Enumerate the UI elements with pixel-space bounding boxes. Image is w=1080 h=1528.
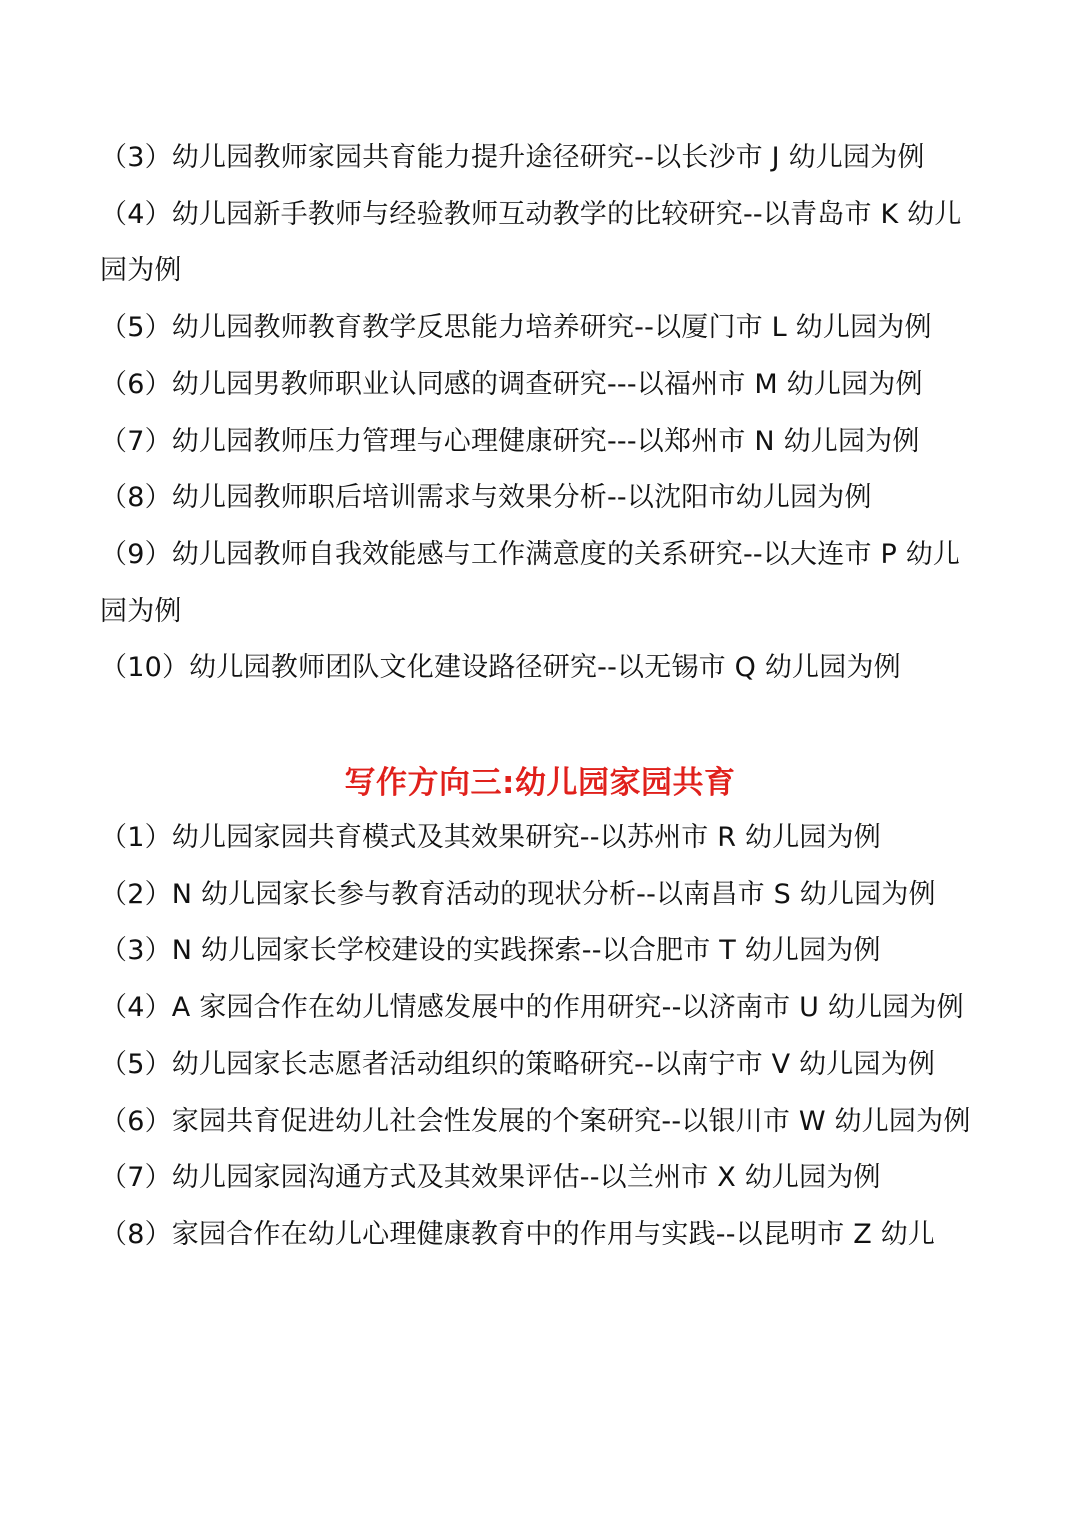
family-topic-item-8: （8）家园合作在幼儿心理健康教育中的作用与实践--以昆明市 Z 幼儿 (100, 1218, 936, 1250)
family-topic-item-7: （7）幼儿园家园沟通方式及其效果评估--以兰州市 X 幼儿园为例 (100, 1162, 881, 1194)
topic-item-6: （6）幼儿园男教师职业认同感的调查研究---以福州市 M 幼儿园为例 (100, 368, 923, 400)
family-topic-item-2: （2）N 幼儿园家长参与教育活动的现状分析--以南昌市 S 幼儿园为例 (100, 878, 936, 910)
family-topic-item-1: （1）幼儿园家园共育模式及其效果研究--以苏州市 R 幼儿园为例 (100, 822, 881, 853)
section-two-topic-list (100, 130, 984, 697)
topic-item-8: （8）幼儿园教师职后培训需求与效果分析--以沈阳市幼儿园为例 (100, 482, 872, 514)
topic-item-4: （4）幼儿园新手教师与经验教师互动教学的比较研究--以青岛市 K 幼儿园为例 (100, 198, 962, 287)
family-topic-item-6: （6）家园共育促进幼儿社会性发展的个案研究--以银川市 W 幼儿园为例 (100, 1105, 971, 1137)
family-topic-item-5: （5）幼儿园家长志愿者活动组织的策略研究--以南宁市 V 幼儿园为例 (100, 1048, 936, 1080)
topic-item-7: （7）幼儿园教师压力管理与心理健康研究---以郑州市 N 幼儿园为例 (100, 425, 920, 457)
topic-item-3: （3）幼儿园教师家园共育能力提升途径研究--以长沙市 J 幼儿园为例 (100, 142, 925, 173)
family-topic-item-3: （3）N 幼儿园家长学校建设的实践探索--以合肥市 T 幼儿园为例 (100, 935, 881, 967)
topic-item-10: （10）幼儿园教师团队文化建设路径研究--以无锡市 Q 幼儿园为例 (100, 652, 901, 684)
section-three-topic-list (100, 810, 984, 1264)
section-three-heading: 写作方向三:幼儿园家园共育 (344, 765, 736, 801)
topic-item-9: （9）幼儿园教师自我效能感与工作满意度的关系研究--以大连市 P 幼儿园为例 (100, 538, 961, 627)
topic-item-5: （5）幼儿园教师教育教学反思能力培养研究--以厦门市 L 幼儿园为例 (100, 312, 932, 344)
family-topic-item-4: （4）A 家园合作在幼儿情感发展中的作用研究--以济南市 U 幼儿园为例 (100, 992, 964, 1024)
